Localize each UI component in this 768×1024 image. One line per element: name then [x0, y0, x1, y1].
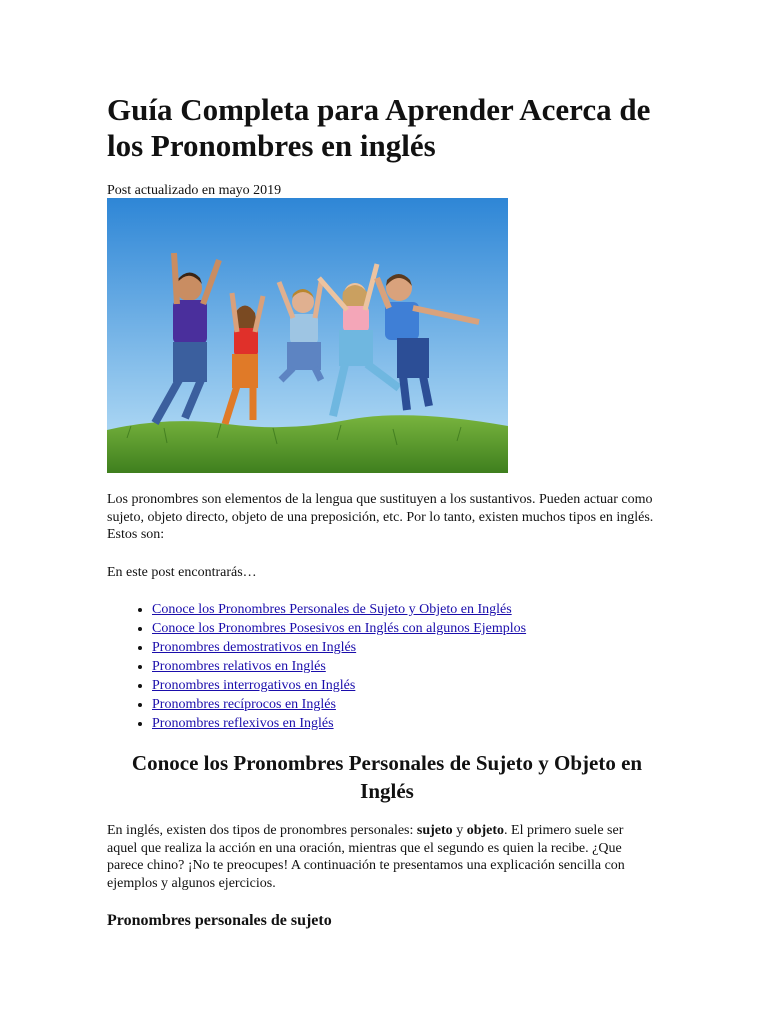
section-text-2: y	[452, 823, 467, 838]
table-of-contents	[107, 600, 526, 733]
hero-image	[107, 198, 508, 473]
toc-item	[152, 657, 526, 676]
article-title: Guía Completa para Aprender Acerca de los Pronombres en inglés	[107, 92, 651, 163]
lead-text: En este post encontrarás…	[107, 565, 257, 580]
toc-item	[152, 638, 526, 657]
section-text-1: En inglés, existen dos tipos de pronombres personales:	[107, 823, 417, 838]
toc-link-reflexive[interactable]: Pronombres reflexivos en Inglés	[152, 716, 334, 731]
toc-link-demonstrative[interactable]: Pronombres demostrativos en Inglés	[152, 640, 357, 655]
toc-link-reciprocal[interactable]: Pronombres recíprocos en Inglés	[152, 697, 336, 712]
subheading: Pronombres personales de sujeto	[107, 912, 332, 929]
toc-item	[152, 695, 526, 714]
bold-objeto: objeto	[466, 823, 505, 838]
intro-paragraph: Los pronombres son elementos de la lengua que sustituyen a los sustantivos. Pueden actuar como sujeto, objeto directo, objeto de una preposición, etc. Por lo tanto, existen muchos tipos en inglés. Estos son:	[107, 492, 654, 542]
section-paragraph	[107, 822, 627, 892]
toc-link-personal[interactable]: Conoce los Pronombres Personales de Sujeto y Objeto en Inglés	[152, 602, 512, 617]
toc-item	[152, 676, 526, 695]
toc-item	[152, 600, 526, 619]
toc-link-possessive[interactable]: Conoce los Pronombres Posesivos en Inglés con algunos Ejemplos	[152, 621, 527, 636]
bold-sujeto: sujeto	[416, 823, 453, 838]
toc-link-interrogative[interactable]: Pronombres interrogativos en Inglés	[152, 678, 356, 693]
section-heading: Conoce los Pronombres Personales de Sujeto y Objeto en Inglés	[131, 751, 643, 803]
toc-item	[152, 619, 526, 638]
toc-item	[152, 714, 526, 733]
toc-link-relative[interactable]: Pronombres relativos en Inglés	[152, 659, 326, 674]
updated-date: Post actualizado en mayo 2019	[107, 183, 282, 198]
section-text-3: . El primero suele ser aquel que realiza la acción en una oración, mientras que el segundo es quien la recibe. ¿Que parece chino? ¡No te preocupes! A continuación te presentamos una explicación sencilla con ejemplos y algunos ejercicios.	[107, 823, 625, 891]
